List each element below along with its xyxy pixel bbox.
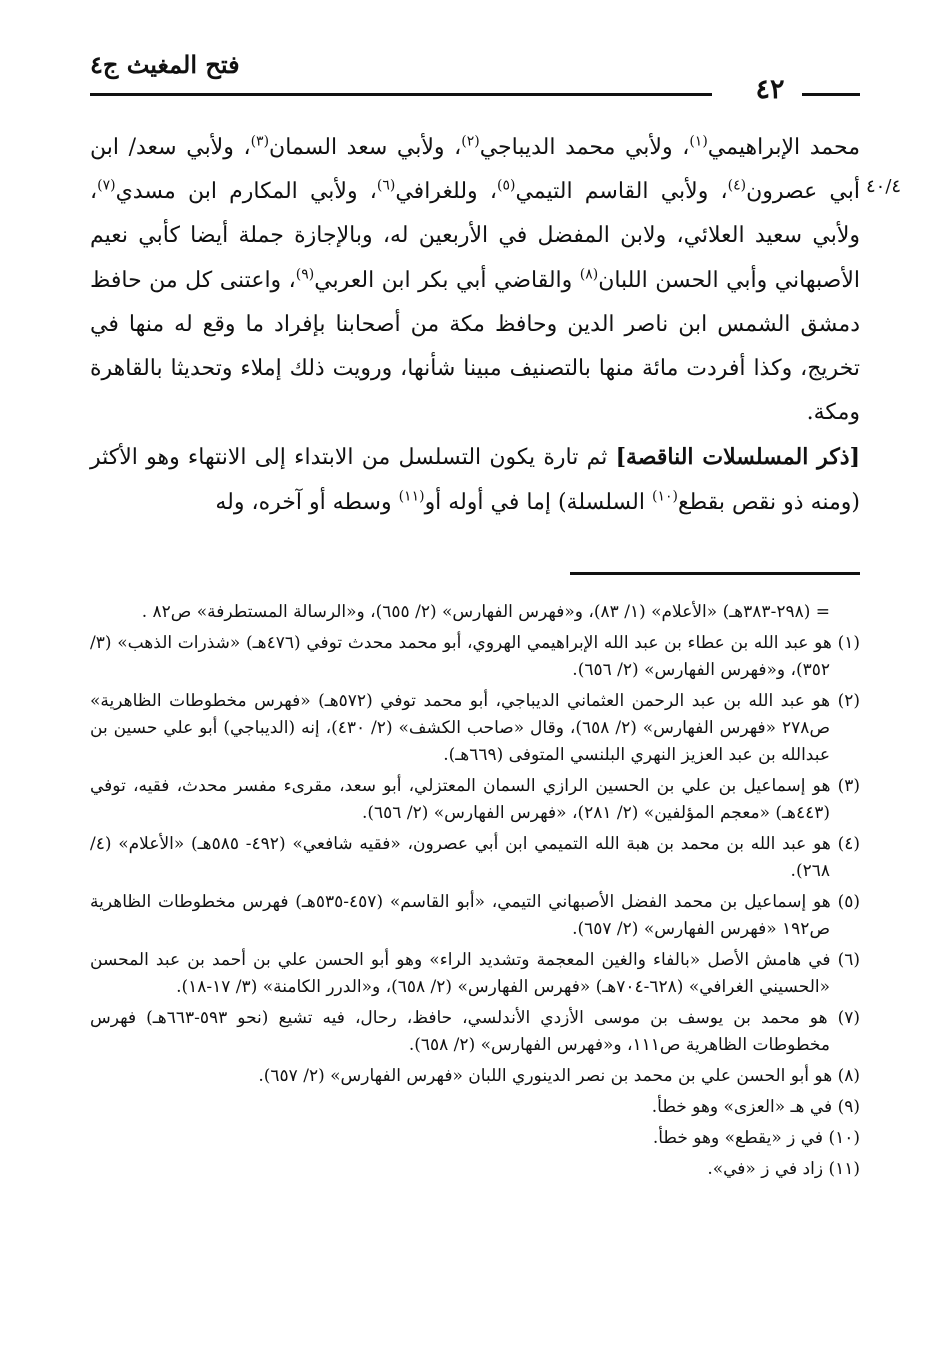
footnote-marker: (٧) (97, 177, 116, 194)
footnote-2: (٢) هو عبد الله بن عبد الرحمن العثماني الديباجي، أبو محمد توفي (٥٧٢هـ) «فهرس مخطوطات الظاهرية» ص٢٧٨ «فهرس الفهارس» (٢/ ٦٥٨)، وقال «صاحب الكشف» (٢/ ٤٣٠)، إنه (الديباجي) أبو علي حسين بن عبدالله بن عبد العزيز النهري البلنسي المتوفى (٦٦٩هـ). (90, 691, 860, 765)
page-number: ٤٢ (755, 74, 785, 105)
footnote-marker: (٢) (461, 133, 480, 150)
manuscript-folio-ref: ٤٠/٤ (866, 176, 902, 197)
footnote-continuation: = (٢٩٨-٣٨٣هـ) «الأعلام» (١/ ٨٣)، و«فهرس الفهارس» (٢/ ٦٥٥)، و«الرسالة المستطرفة» ص٨٢ . (141, 602, 830, 622)
footnote-6: (٦) في هامش الأصل «بالفاء والغين المعجمة وتشديد الراء» وهو أبو الحسن علي بن أحمد بن عبد المحسن «الحسيني الغرافي» (٦٢٨-٧٠٤هـ) «فهرس الفهارس» (٢/ ٦٥٨)، و«الدرر الكامنة» (٣/ ١٧-١٨). (90, 950, 860, 997)
footnote-marker: (٦) (376, 177, 396, 194)
footnote-5: (٥) هو إسماعيل بن محمد الفضل الأصبهاني التيمي، «أبو القاسم» (٤٥٧-٥٣٥هـ) فهرس مخطوطات الظاهرية ص١٩٢ «فهرس الفهارس» (٢/ ٦٥٧). (90, 892, 860, 939)
footnote-10: (١٠) في ز «يقطع» وهو خطأ. (652, 1128, 860, 1148)
header-rule-short (802, 93, 860, 96)
paragraph-text: ثم تارة يكون التسلسل من الابتداء إلى الانتهاء وهو الأكثر (ومنه ذو نقص بقطع$^{(١٠)}$ السلسلة) إما في أوله أو$^{(١١)}$ وسطه أو آخره، وله (90, 445, 860, 515)
footnote-marker: (٩) (295, 266, 315, 283)
footnote-marker: (٨) (579, 266, 599, 283)
footnote-11: (١١) زاد في ز «في». (707, 1159, 860, 1179)
footnote-7: (٧) هو محمد بن يوسف بن موسى الأزدي الأندلسي، حافظ، رحال، فيه تشيع (نحو ٥٩٣-٦٦٣هـ) فهرس مخطوطات الظاهرية ص١١١، و«فهرس الفهارس» (٢/ ٦٥٨). (90, 1008, 860, 1055)
footnote-marker: (٣) (250, 133, 270, 150)
footnote-separator (570, 572, 860, 575)
paragraph (90, 435, 860, 524)
paragraph: محمد الإبراهيمي$^{(١)}$، ولأبي محمد الديباجي$^{(٢)}$، ولأبي سعد السمان$^{(٣)}$، ولأبي سعد/ ابن أبي عصرون$^{(٤)}$، ولأبي القاسم التيمي$^{(٥)}$، وللغرافي$^{(٦)}$، ولأبي المكارم ابن مسدي$^{(٧)}$، ولأبي سعيد العلائي، ولابن المفضل في الأربعين له، وبالإجازة جملة أيضا كأبي نعيم الأصبهاني وأبي الحسن اللبان$^{(٨)}$ والقاضي أبي بكر ابن العربي$^{(٩)}$، واعتنى كل من حافظ دمشق الشمس ابن ناصر الدين وحافظ مكة من أصحابنا بإفراد ما وقع له منها في تخريج، وكذا أفردت مائة منها بالتصنيف مبينا شأنها، ورويت ذلك إملاء وتحديثا بالقاهرة ومكة. (90, 133, 860, 426)
footnote-9: (٩) في هـ «العزى» وهو خطأ. (651, 1097, 860, 1117)
footnote-8: (٨) هو أبو الحسن علي بن محمد بن نصر الدينوري اللبان «فهرس الفهارس» (٢/ ٦٥٧). (258, 1066, 860, 1086)
footnote-3: (٣) هو إسماعيل بن علي بن الحسين الرازي السمان المعتزلي، أبو سعد، مقرىء مفسر محدث، فقيه، توفي (٤٤٣هـ) «معجم المؤلفين» (٢/ ٢٨١)، «فهرس الفهارس» (٢/ ٦٥٦). (90, 776, 860, 823)
footnote-1: (١) هو عبد الله بن عطاء بن عبد الله الإبراهيمي الهروي، أبو محمد محدث توفي (٤٧٦هـ) «شذرات الذهب» (٣/ ٣٥٢)، و«فهرس الفهارس» (٢/ ٦٥٦). (90, 633, 860, 680)
footnote-4: (٤) هو عبد الله بن محمد بن هبة الله التميمي ابن أبي عصرون، «فقيه شافعي» (٤٩٢- ٥٨٥هـ) «الأعلام» (٤/ ٢٦٨). (90, 834, 860, 881)
footnote-marker: (١١) (398, 488, 425, 505)
header-rule (90, 93, 712, 96)
section-heading: [ذكر المسلسلات الناقصة] (615, 444, 861, 471)
footnote-marker: (٥) (496, 177, 516, 194)
main-text (90, 126, 860, 525)
footnote-marker: (١٠) (651, 488, 678, 505)
footnote-marker: (١) (689, 133, 708, 150)
footnotes (90, 599, 860, 1187)
footnote-marker: (٤) (727, 177, 747, 194)
running-header-title: فتح المغيث ج٤ (90, 50, 240, 79)
